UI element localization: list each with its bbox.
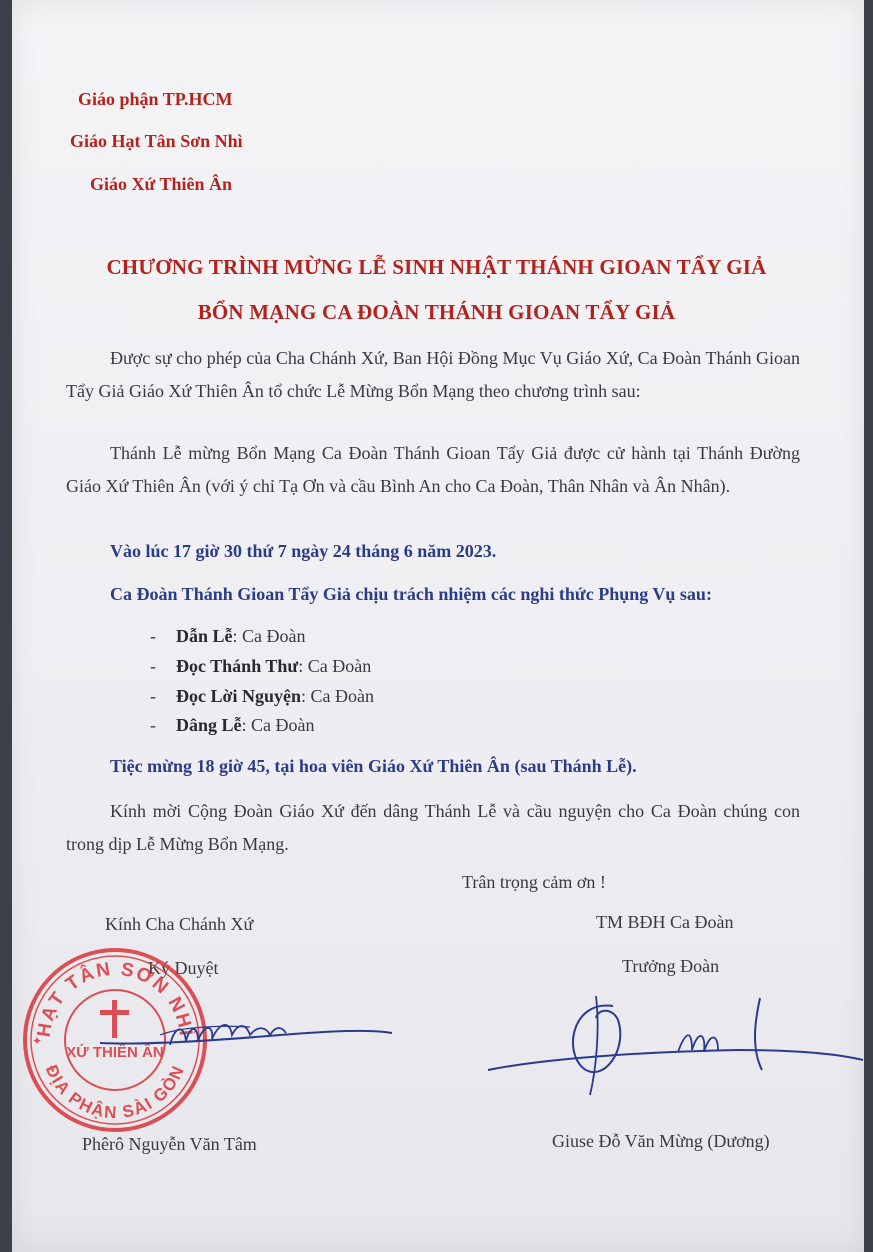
parish-label: Giáo Xứ Thiên Ân (90, 174, 233, 194)
duty-role: Đọc Lời Nguyện (176, 686, 301, 706)
duty-role: Đọc Thánh Thư (176, 656, 299, 676)
right-signer-name: Giuse Đỗ Văn Mừng (Dương) (552, 1131, 770, 1151)
duty-item: - Đọc Lời Nguyện: Ca Đoàn (150, 686, 374, 706)
left-signer-title: Kính Cha Chánh Xứ (105, 914, 254, 934)
document-title: CHƯƠNG TRÌNH MỪNG LỄ SINH NHẬT THÁNH GIOAN TẨY GIẢ (106, 255, 767, 279)
duty-item: - Đọc Thánh Thư: Ca Đoàn (150, 656, 372, 676)
intro-paragraph (66, 342, 800, 408)
mass-paragraph (66, 437, 800, 503)
left-signature (100, 1005, 400, 1065)
deanery-label: Giáo Hạt Tân Sơn Nhì (70, 131, 243, 151)
duty-by: : Ca Đoàn (300, 686, 374, 706)
thanks-line: Trân trọng cảm ơn ! (462, 872, 606, 892)
intro-text: Được sự cho phép của Cha Chánh Xứ, Ban Hội Đồng Mục Vụ Giáo Xứ, Ca Đoàn Thánh Gioan Tẩy Giả Giáo Xứ Thiên Ân tổ chức Lễ Mừng Bổn Mạng theo chương trình sau: (66, 348, 800, 401)
seal-star-icon: ✦ (32, 1034, 43, 1048)
document-subtitle: BỔN MẠNG CA ĐOÀN THÁNH GIOAN TẨY GIẢ (197, 300, 676, 324)
duty-role: Dẫn Lễ (176, 626, 233, 646)
right-signature (478, 990, 868, 1100)
invite-paragraph (66, 795, 800, 861)
diocese-label: Giáo phận TP.HCM (78, 89, 233, 109)
invite-text: Kính mời Cộng Đoàn Giáo Xứ đến dâng Thánh Lễ và cầu nguyện cho Ca Đoàn chúng con trong dịp Lễ Mừng Bổn Mạng. (66, 801, 800, 854)
party-line: Tiệc mừng 18 giờ 45, tại hoa viên Giáo Xứ Thiên Ân (sau Thánh Lễ). (110, 756, 637, 776)
duty-item: - Dâng Lễ: Ca Đoàn (150, 715, 315, 735)
right-signer-title: TM BĐH Ca Đoàn (596, 912, 734, 932)
duty-by: : Ca Đoàn (232, 626, 306, 646)
duty-role: Dâng Lễ (176, 715, 242, 735)
duty-by: : Ca Đoàn (241, 715, 315, 735)
duty-by: : Ca Đoàn (298, 656, 372, 676)
right-signer-subtitle: Trưởng Đoàn (622, 956, 720, 976)
seal-center-text: XỨ THIÊN ÂN (66, 1044, 164, 1061)
seal-top-text: HẠT TÂN SƠN NHÌ (33, 958, 197, 1039)
mass-time: Vào lúc 17 giờ 30 thứ 7 ngày 24 tháng 6 năm 2023. (110, 541, 497, 561)
mass-text: Thánh Lễ mừng Bổn Mạng Ca Đoàn Thánh Gioan Tẩy Giả được cử hành tại Thánh Đường Giáo Xứ Thiên Ân (với ý chỉ Tạ Ơn và cầu Bình An cho Ca Đoàn, Thân Nhân và Ân Nhân). (66, 443, 800, 496)
left-signer-name: Phêrô Nguyễn Văn Tâm (82, 1134, 257, 1154)
duty-item: - Dẫn Lễ: Ca Đoàn (150, 626, 306, 646)
left-signer-subtitle: Ký Duyệt (148, 958, 219, 978)
responsibility-line: Ca Đoàn Thánh Gioan Tẩy Giả chịu trách nhiệm các nghi thức Phụng Vụ sau: (110, 584, 712, 604)
seal-bottom-text: ĐỊA PHẬN SÀI GÒN (41, 1062, 189, 1123)
